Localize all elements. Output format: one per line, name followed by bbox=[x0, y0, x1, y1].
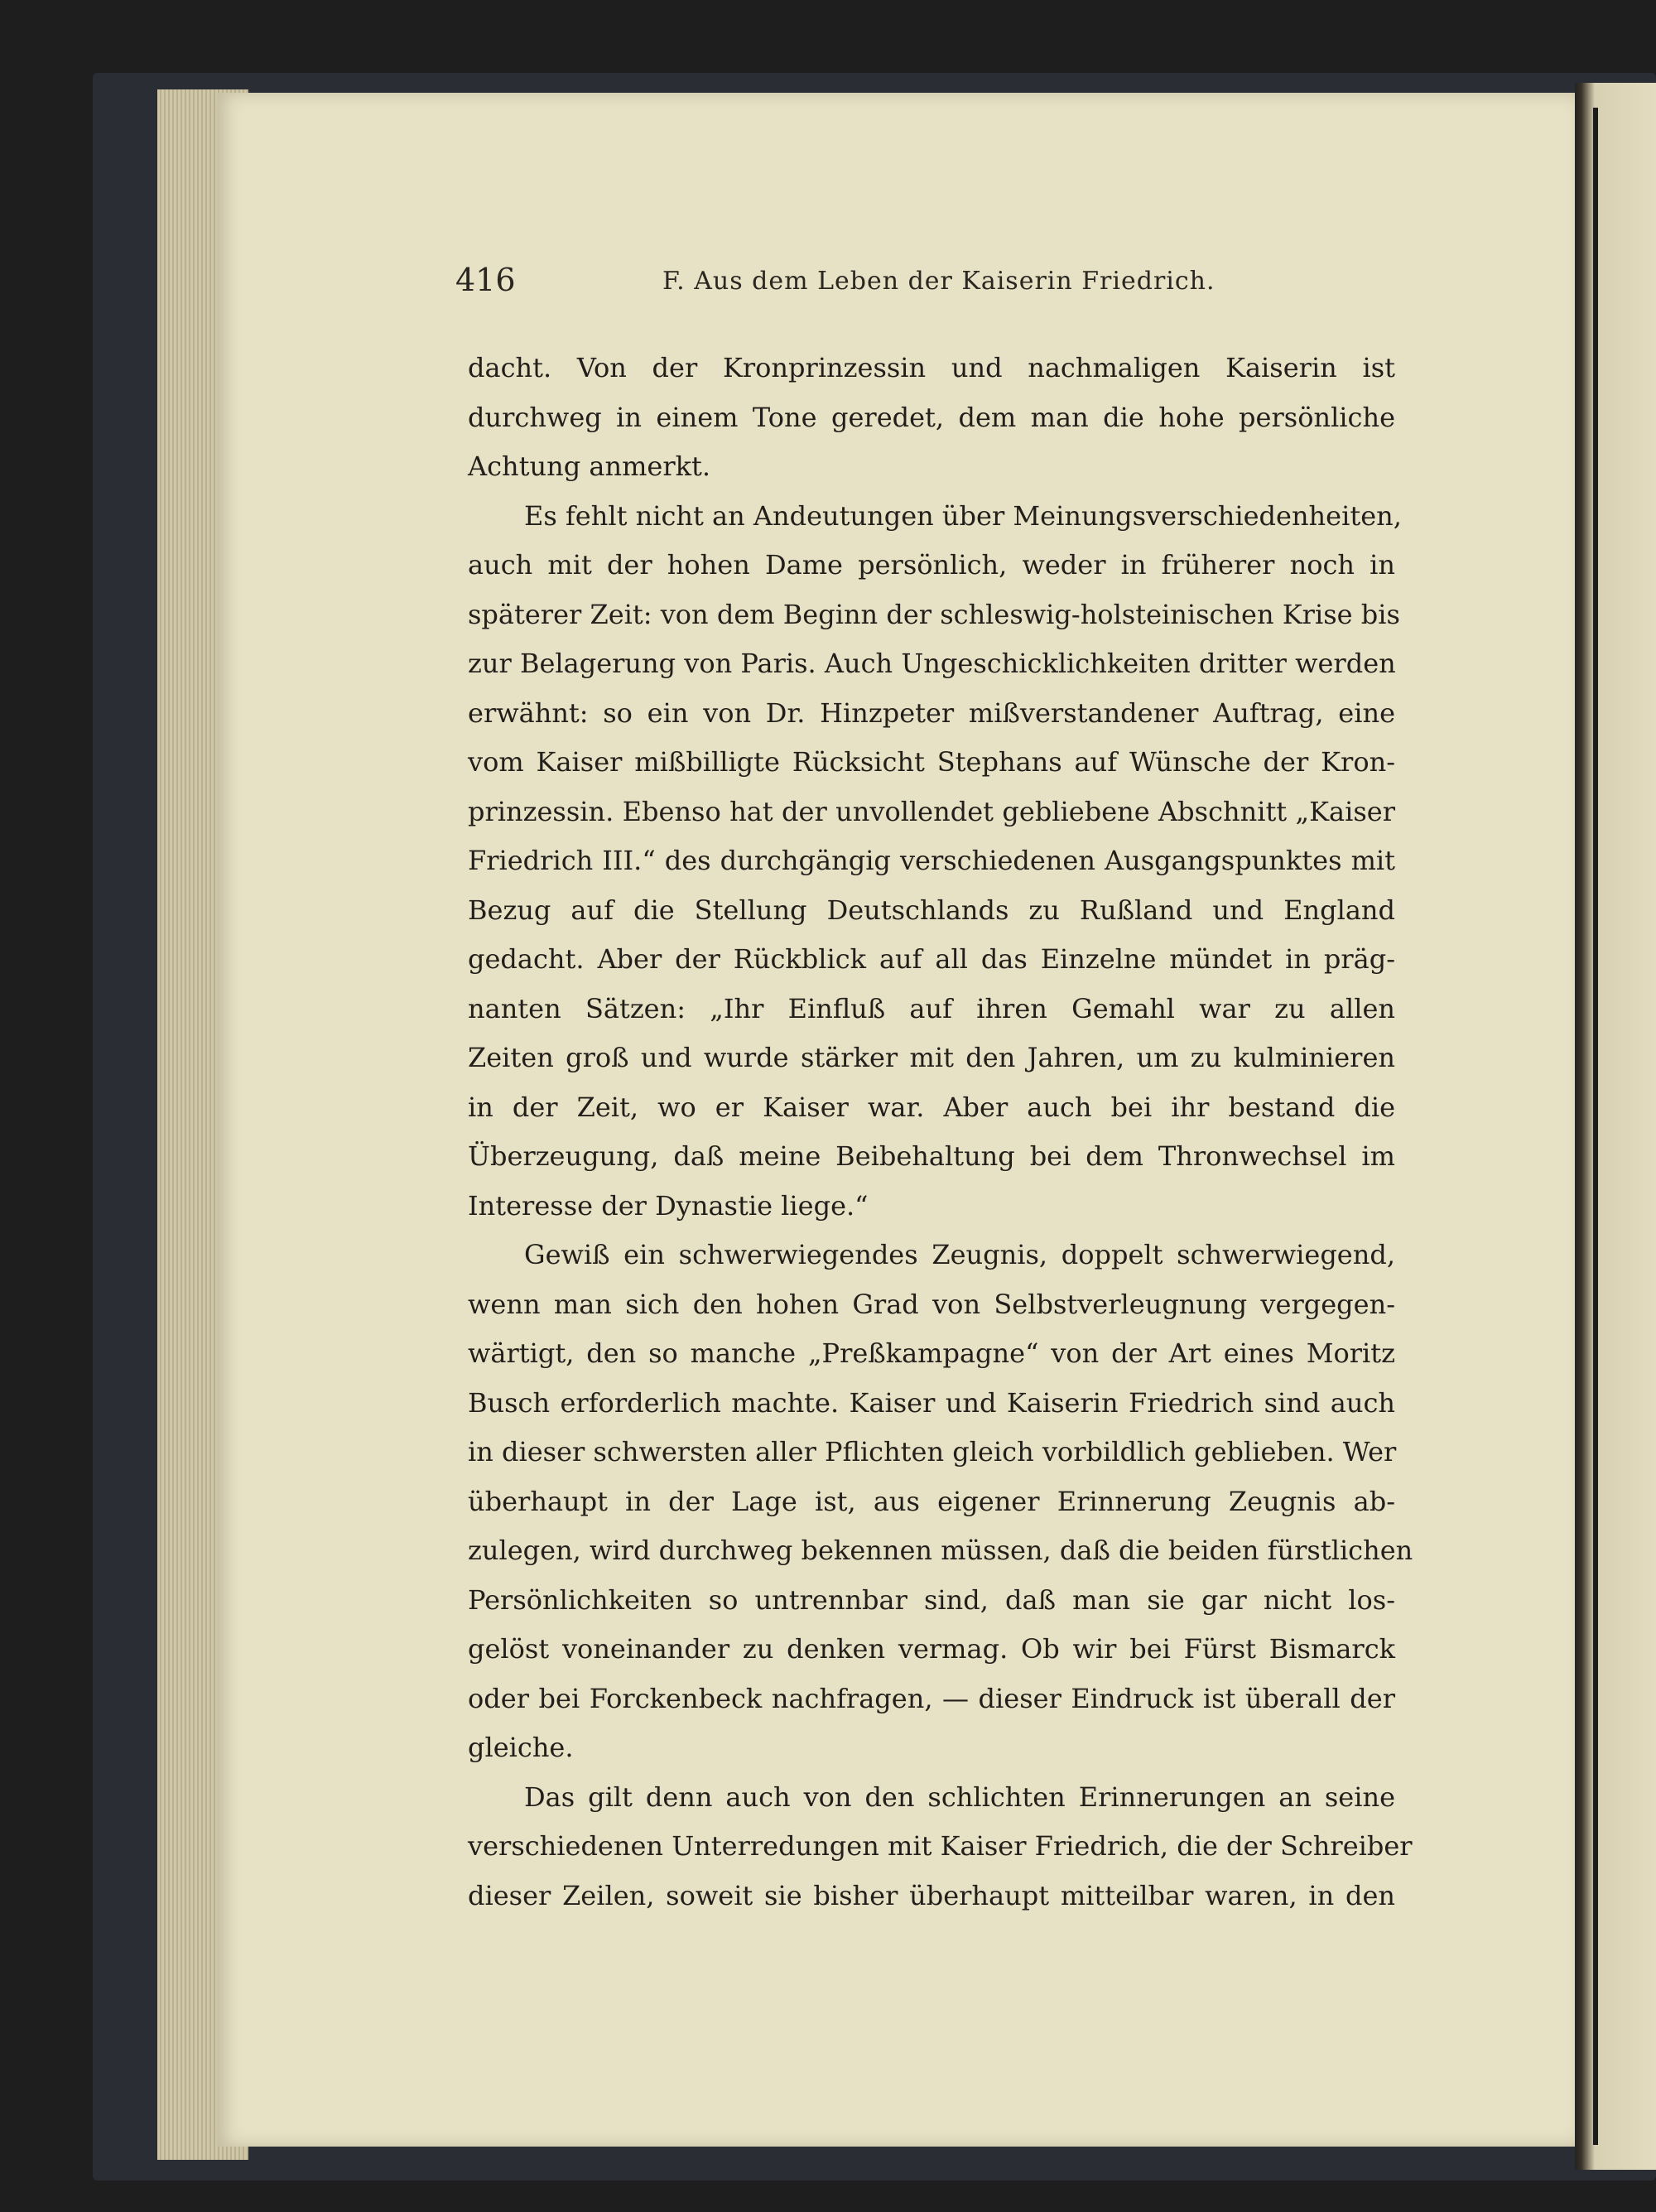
text-line: prinzessin. Ebenso hat der unvollendet gebliebene Abschnitt „Kaiser bbox=[468, 795, 1395, 827]
text-line: Persönlichkeiten so untrennbar sind, daß man sie gar nicht los- bbox=[468, 1583, 1395, 1616]
text-line: Zeiten groß und wurde stärker mit den Jahren, um zu kulminieren bbox=[468, 1042, 1395, 1073]
text-line: Es fehlt nicht an Andeutungen über Meinungsverschiedenheiten, bbox=[524, 499, 1402, 532]
text-line: gleiche. bbox=[468, 1732, 574, 1763]
text-line: durchweg in einem Tone geredet, dem man die hohe persönliche bbox=[468, 401, 1395, 433]
text-line: Achtung anmerkt. bbox=[468, 451, 711, 482]
text-line: verschiedenen Unterredungen mit Kaiser Friedrich, die der Schreiber bbox=[468, 1830, 1413, 1862]
text-line: zulegen, wird durchweg bekennen müssen, daß die beiden fürstlichen bbox=[468, 1535, 1413, 1566]
page-number: 416 bbox=[455, 262, 516, 298]
running-title: F. Aus dem Leben der Kaiserin Friedrich. bbox=[662, 267, 1216, 296]
text-line: in dieser schwersten aller Pflichten gleich vorbildlich geblieben. Wer bbox=[468, 1436, 1397, 1467]
body-text bbox=[468, 344, 1413, 1920]
text-line: Busch erforderlich machte. Kaiser und Kaiserin Friedrich sind auch bbox=[468, 1386, 1395, 1419]
text-line: dieser Zeilen, soweit sie bisher überhaupt mitteilbar waren, in den bbox=[468, 1879, 1395, 1911]
text-line: überhaupt in der Lage ist, aus eigener Erinnerung Zeugnis ab- bbox=[468, 1485, 1395, 1517]
text-line: oder bei Forckenbeck nachfragen, — dieser Eindruck ist überall der bbox=[468, 1682, 1395, 1714]
text-line: wärtigt, den so manche „Preßkampagne“ von der Art eines Moritz bbox=[468, 1337, 1395, 1369]
facing-page-edge bbox=[1575, 83, 1656, 2170]
text-line: Überzeugung, daß meine Beibehaltung bei dem Thronwechsel im bbox=[468, 1140, 1395, 1172]
text-line: wenn man sich den hohen Grad von Selbstverleugnung vergegen- bbox=[468, 1288, 1395, 1320]
text-line: nanten Sätzen: „Ihr Einfluß auf ihren Gemahl war zu allen bbox=[468, 992, 1395, 1024]
text-line: vom Kaiser mißbilligte Rücksicht Stephans auf Wünsche der Kron- bbox=[468, 746, 1395, 778]
book-spine bbox=[1593, 108, 1598, 2145]
text-line: Bezug auf die Stellung Deutschlands zu Rußland und England bbox=[468, 894, 1395, 926]
text-line: dacht. Von der Kronprinzessin und nachmaligen Kaiserin ist bbox=[468, 352, 1395, 383]
text-line: gelöst voneinander zu denken vermag. Ob wir bei Fürst Bismarck bbox=[468, 1633, 1395, 1665]
text-line: erwähnt: so ein von Dr. Hinzpeter mißverstandener Auftrag, eine bbox=[468, 696, 1395, 729]
text-line: Interesse der Dynastie liege.“ bbox=[468, 1189, 869, 1222]
text-line: Gewiß ein schwerwiegendes Zeugnis, doppelt schwerwiegend, bbox=[524, 1239, 1395, 1270]
text-line: späterer Zeit: von dem Beginn der schleswig-holsteinischen Krise bis bbox=[468, 598, 1400, 630]
text-line: in der Zeit, wo er Kaiser war. Aber auch bei ihr bestand die bbox=[468, 1091, 1395, 1123]
text-line: gedacht. Aber der Rückblick auf all das Einzelne mündet in präg- bbox=[468, 943, 1395, 975]
running-head bbox=[455, 255, 1399, 305]
text-line: Das gilt denn auch von den schlichten Erinnerungen an seine bbox=[524, 1781, 1395, 1813]
text-line: Friedrich III.“ des durchgängig verschiedenen Ausgangspunktes mit bbox=[468, 845, 1395, 876]
text-line: zur Belagerung von Paris. Auch Ungeschicklichkeiten dritter werden bbox=[468, 648, 1396, 679]
text-line: auch mit der hohen Dame persönlich, weder in früherer noch in bbox=[468, 549, 1395, 581]
